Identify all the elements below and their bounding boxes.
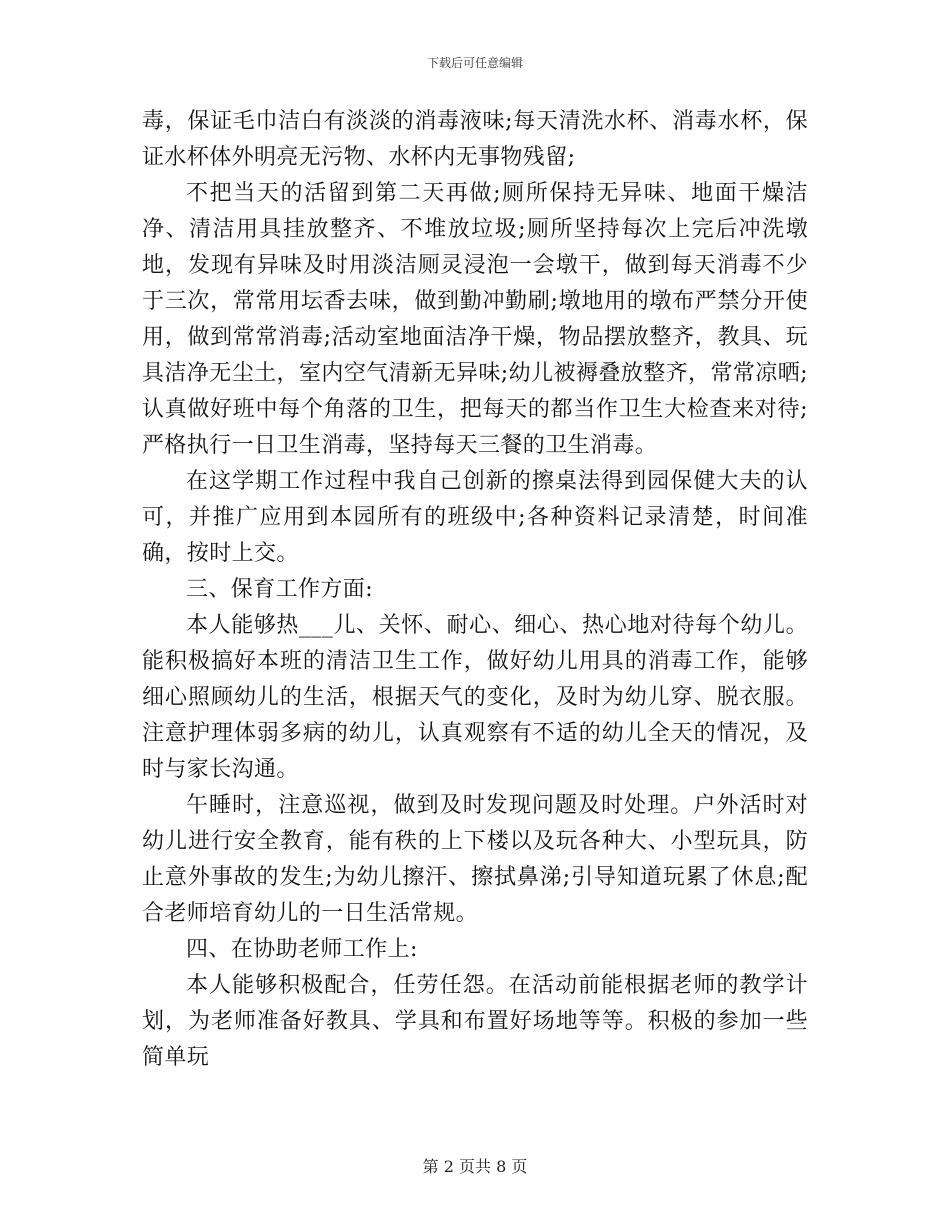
paragraph-assist: 本人能够积极配合，任劳任怨。在活动前能根据老师的教学计划，为老师准备好教具、学具和布置好场地等等。积极的参加一些简单玩 <box>142 973 808 1070</box>
paragraph-care: 本人能够热___儿、关怀、耐心、细心、热心地对待每个幼儿。能积极搞好本班的清洁卫生工作，做好幼儿用具的消毒工作，能够细心照顾幼儿的生活，根据天气的变化，及时为幼儿穿、脱衣服。注意护理体弱多病的幼儿，认真观察有不适的幼儿全天的情况，及时与家长沟通。 <box>142 613 808 782</box>
document-body <box>142 104 808 1076</box>
paragraph-continuation: 毒，保证毛巾洁白有淡淡的消毒液味;每天清洗水杯、消毒水杯，保证水杯体外明亮无污物、水杯内无事物残留; <box>142 109 808 170</box>
page-number: 第 2 页共 8 页 <box>422 1157 528 1176</box>
page-header: 下载后可任意编辑 <box>426 56 523 70</box>
section-heading-care: 三、保育工作方面: <box>186 577 374 602</box>
paragraph-cleaning: 不把当天的活留到第二天再做;厕所保持无异味、地面干燥洁净、清洁用具挂放整齐、不堆放垃圾;厕所坚持每次上完后冲洗墩地，发现有异味及时用淡洁厕灵浸泡一会墩干，做到每天消毒不少于三次，常常用坛香去味，做到勤冲勤刷;墩地用的墩布严禁分开使用，做到常常消毒;活动室地面洁净干燥，物品摆放整齐，教具、玩具洁净无尘土，室内空气清新无异味;幼儿被褥叠放整齐，常常凉晒;认真做好班中每个角落的卫生，把每天的都当作卫生大检查来对待;严格执行一日卫生消毒，坚持每天三餐的卫生消毒。 <box>142 181 808 458</box>
paragraph-nap: 午睡时，注意巡视，做到及时发现问题及时处理。户外活时对幼儿进行安全教育，能有秩的上下楼以及玩各种大、小型玩具，防止意外事故的发生;为幼儿擦汗、擦拭鼻涕;引导知道玩累了休息;配合老师培育幼儿的一日生活常规。 <box>142 793 808 926</box>
paragraph-innovation: 在这学期工作过程中我自己创新的擦桌法得到园保健大夫的认可，并推广应用到本园所有的班级中;各种资料记录清楚，时间准确，按时上交。 <box>142 469 808 566</box>
section-heading-assist: 四、在协助老师工作上: <box>186 937 418 962</box>
